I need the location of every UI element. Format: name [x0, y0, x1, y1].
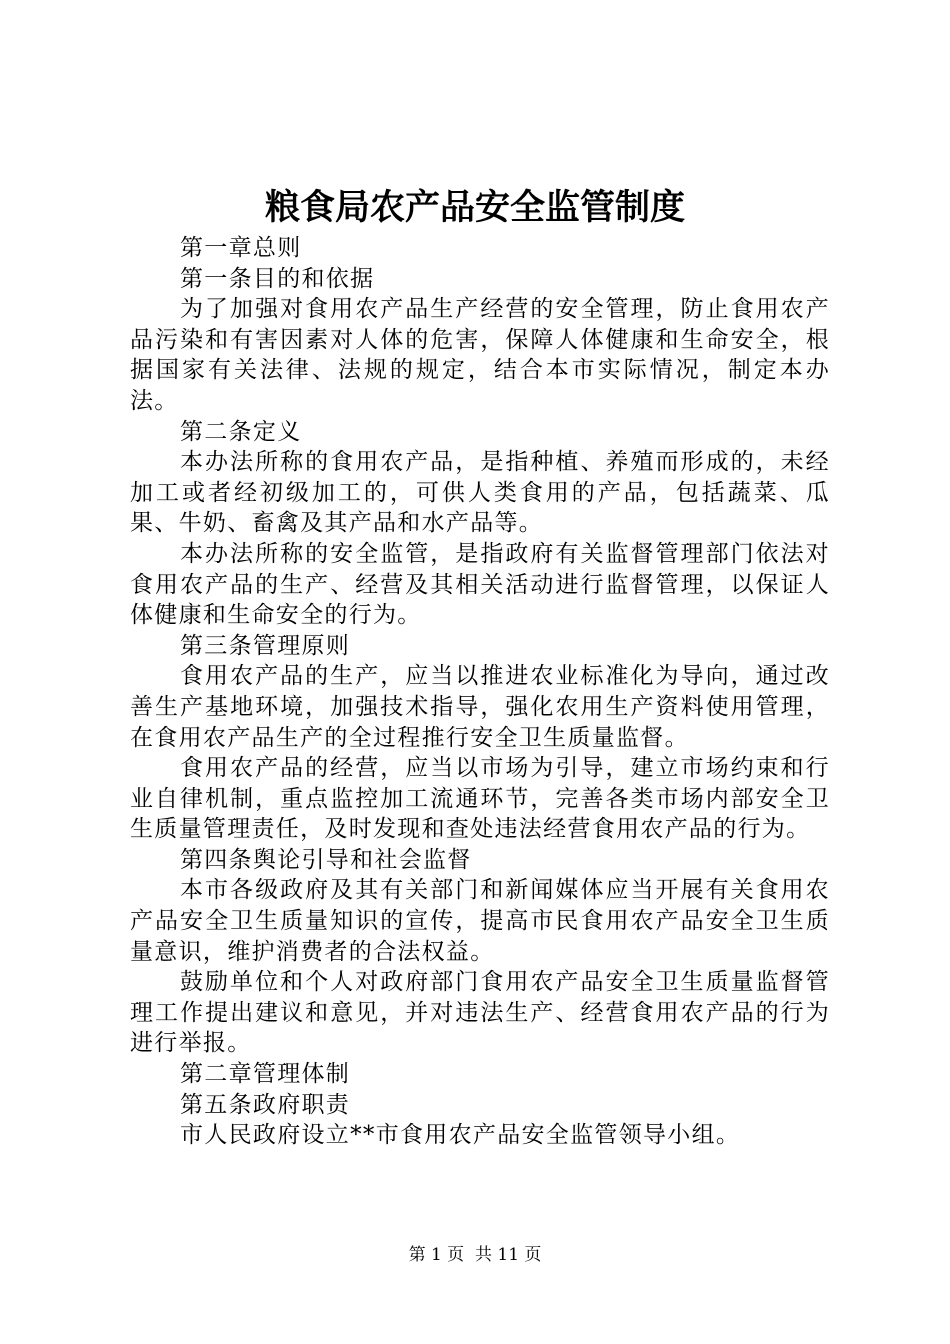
document-title: 粮食局农产品安全监管制度	[264, 188, 685, 228]
article-heading: 第三条管理原则	[180, 632, 351, 659]
page-footer	[0, 1240, 950, 1270]
body-paragraph: 本办法所称的食用农产品，是指种植、养殖而形成的，未经加工或者经初级加工的，可供人类食用的产品，包括蔬菜、瓜果、牛奶、畜禽及其产品和水产品等。	[130, 449, 830, 537]
body-paragraph: 食用农产品的生产，应当以推进农业标准化为导向，通过改善生产基地环境，加强技术指导，强化农用生产资料使用管理，在食用农产品生产的全过程推行安全卫生质量监督。	[130, 663, 830, 751]
body-paragraph: 本办法所称的安全监管，是指政府有关监督管理部门依法对食用农产品的生产、经营及其相关活动进行监督管理，以保证人体健康和生命安全的行为。	[130, 540, 830, 629]
article-heading: 第五条政府职责	[180, 1091, 351, 1118]
article-heading: 第二条定义	[180, 418, 302, 445]
body-paragraph: 食用农产品的经营，应当以市场为引导，建立市场约束和行业自律机制，重点监控加工流通环节，完善各类市场内部安全卫生质量管理责任，及时发现和查处违法经营食用农产品的行为。	[130, 755, 830, 843]
page-number: 第 1 页 共 11 页	[408, 1245, 542, 1265]
body-paragraph: 鼓励单位和个人对政府部门食用农产品安全卫生质量监督管理工作提出建议和意见，并对违法生产、经营食用农产品的行为进行举报。	[130, 969, 830, 1057]
article-heading: 第一条目的和依据	[180, 265, 375, 292]
chapter-heading: 第一章总则	[180, 235, 302, 261]
body-paragraph: 为了加强对食用农产品生产经营的安全管理，防止食用农产品污染和有害因素对人体的危害，保障人体健康和生命安全，根据国家有关法律、法规的规定，结合本市实际情况，制定本办法。	[130, 296, 830, 414]
chapter-heading: 第二章管理体制	[180, 1061, 351, 1088]
article-heading: 第四条舆论引导和社会监督	[180, 846, 472, 873]
body-paragraph: 本市各级政府及其有关部门和新闻媒体应当开展有关食用农产品安全卫生质量知识的宣传，提高市民食用农产品安全卫生质量意识，维护消费者的合法权益。	[130, 877, 830, 965]
document-body	[130, 233, 830, 1151]
body-paragraph: 市人民政府设立**市食用农产品安全监管领导小组。	[180, 1122, 741, 1149]
